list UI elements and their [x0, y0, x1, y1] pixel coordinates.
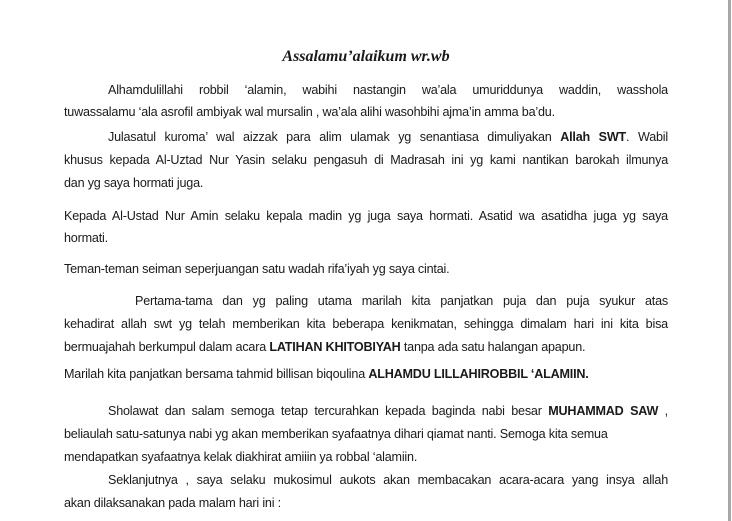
- bold-text: ALHAMDU LILLAHIROBBIL ‘ALAMIIN.: [368, 367, 589, 381]
- text-segment: Alhamdulillahi robbil ‘alamin, wabihi nastangin wa’ala umuriddunya waddin, wasshola: [108, 83, 668, 97]
- text-line: [64, 261, 449, 277]
- text-line: [64, 426, 608, 442]
- text-segment: kehadirat allah swt yg telah memberikan kita beberapa kenikmatan, sehingga dimalam hari ini kita bisa: [64, 317, 668, 331]
- text-line: [64, 316, 668, 332]
- text-segment: dan yg saya hormati juga.: [64, 176, 204, 190]
- text-segment: Pertama-tama dan yg paling utama marilah kita panjatkan puja dan puja syukur atas: [135, 294, 668, 308]
- text-segment: bermuajahah berkumpul dalam acara: [64, 340, 270, 354]
- text-line: [64, 230, 108, 246]
- text-segment: Kepada Al-Ustad Nur Amin selaku kepala madin yg juga saya hormati. Asatid wa asatidha juga yg saya: [64, 209, 668, 223]
- text-segment: beliaulah satu-satunya nabi yg akan memberikan syafaatnya dihari qiamat nanti. Semoga kita semua: [64, 427, 608, 441]
- text-segment: tuwassalamu ‘ala asrofil ambiyak wal mursalin , wa’ala alihi wasohbihi ajma’in amma ba’du.: [64, 105, 555, 119]
- bold-text: Allah SWT: [560, 130, 627, 144]
- text-line: [64, 175, 203, 191]
- text-segment: akan dilaksanakan pada malam hari ini :: [64, 496, 281, 510]
- text-segment: mendapatkan syafaatnya kelak diakhirat amiiin ya robbal ‘alamiin.: [64, 450, 418, 464]
- text-line: [64, 208, 668, 224]
- text-line: [64, 449, 417, 465]
- bold-text: LATIHAN KHITOBIYAH: [269, 340, 401, 354]
- text-line: [108, 472, 668, 488]
- text-segment: ,: [658, 404, 668, 418]
- text-line: [108, 129, 668, 145]
- text-line: [64, 339, 585, 355]
- text-segment: Teman-teman seiman seperjuangan satu wadah rifa’iyah yg saya cintai.: [64, 262, 450, 276]
- page-edge-divider: [728, 0, 731, 521]
- text-line: [108, 403, 668, 419]
- document-title: Assalamu’alaikum wr.wb: [282, 48, 450, 65]
- text-segment: Julasatul kuroma’ wal aizzak para alim ulamak yg senantiasa dimuliyakan: [108, 130, 561, 144]
- text-line: [64, 366, 589, 382]
- text-line: [64, 104, 555, 120]
- text-line: [64, 152, 668, 168]
- text-line: [64, 495, 281, 511]
- text-segment: hormati.: [64, 231, 108, 245]
- bold-text: MUHAMMAD SAW: [548, 404, 659, 418]
- text-segment: Sholawat dan salam semoga tetap tercurahkan kepada baginda nabi besar: [108, 404, 549, 418]
- text-segment: khusus kepada Al-Uztad Nur Yasin selaku pengasuh di Madrasah ini yg kami nantikan barokah ilmunya: [64, 153, 668, 167]
- text-segment: tanpa ada satu halangan apapun.: [400, 340, 586, 354]
- text-line: [135, 293, 668, 309]
- text-segment: . Wabil: [626, 130, 668, 144]
- text-line: [108, 82, 668, 98]
- text-segment: Marilah kita panjatkan bersama tahmid billisan biqoulina: [64, 367, 369, 381]
- text-segment: Seklanjutnya , saya selaku mukosimul aukots akan membacakan acara-acara yang insya allah: [108, 473, 668, 487]
